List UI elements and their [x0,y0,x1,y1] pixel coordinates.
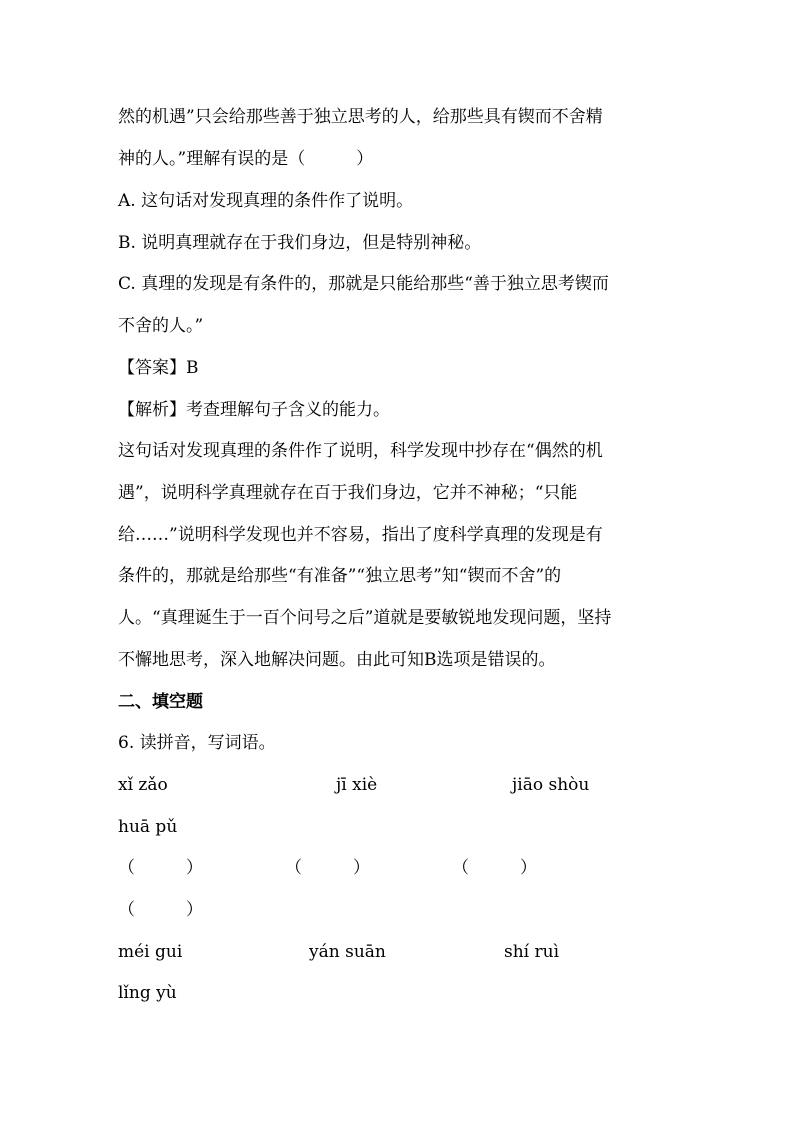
option-c: C. 真理的发现是有条件的，那就是只能给那些“善于独立思考锲而 [118,274,609,294]
pinyin-item: jiāo shòu [512,775,590,795]
pinyin-item: méi gui [118,942,183,962]
pinyin-item: shí ruì [504,942,560,962]
pinyin-item: lǐng yù [118,983,177,1003]
analysis-text-line: 给……”说明科学发现也并不容易，指出了度科学真理的发现是有 [118,525,603,545]
question-6-prompt: 6. 读拼音，写词语。 [118,733,276,753]
answer-blank[interactable]: （ ） [452,858,537,878]
option-b: B. 说明真理就存在于我们身边，但是特别神秘。 [118,233,482,253]
question-text-line: 神的人。”理解有误的是（ ） [118,149,374,169]
option-c-continued: 不舍的人。” [118,316,204,336]
answer-blank[interactable]: （ ） [118,858,203,878]
pinyin-item: jī xiè [336,775,378,795]
pinyin-item: huā pǔ [118,817,178,837]
section-title: 二、填空题 [118,692,203,712]
analysis-text-line: 遇”，说明科学真理就存在百于我们身边，它并不神秘；“只能 [118,483,578,503]
analysis-text-line: 条件的，那就是给那些“有准备”“独立思考”知“锲而不舍”的 [118,566,562,586]
analysis-text-line: 这句话对发现真理的条件作了说明，科学发现中抄存在“偶然的机 [118,441,603,461]
option-a: A. 这句话对发现真理的条件作了说明。 [118,191,414,211]
answer-line: 【答案】B [118,358,199,378]
analysis-text-line: 人。“真理诞生于一百个问号之后”道就是要敏锐地发现问题，坚持 [118,608,612,628]
analysis-text-line: 不懈地思考，深入地解决问题。由此可知B选项是错误的。 [118,650,556,670]
answer-blank[interactable]: （ ） [285,858,370,878]
answer-blanks-row [118,856,718,880]
pinyin-item: yán suān [309,942,386,962]
answer-blank[interactable]: （ ） [118,900,203,920]
pinyin-row [118,940,718,964]
analysis-heading: 【解析】考查理解句子含义的能力。 [118,400,390,420]
question-text-line: 然的机遇”只会给那些善于独立思考的人，给那些具有锲而不舍精 [118,107,603,127]
pinyin-item: xǐ zǎo [118,775,168,795]
pinyin-row [118,773,718,797]
